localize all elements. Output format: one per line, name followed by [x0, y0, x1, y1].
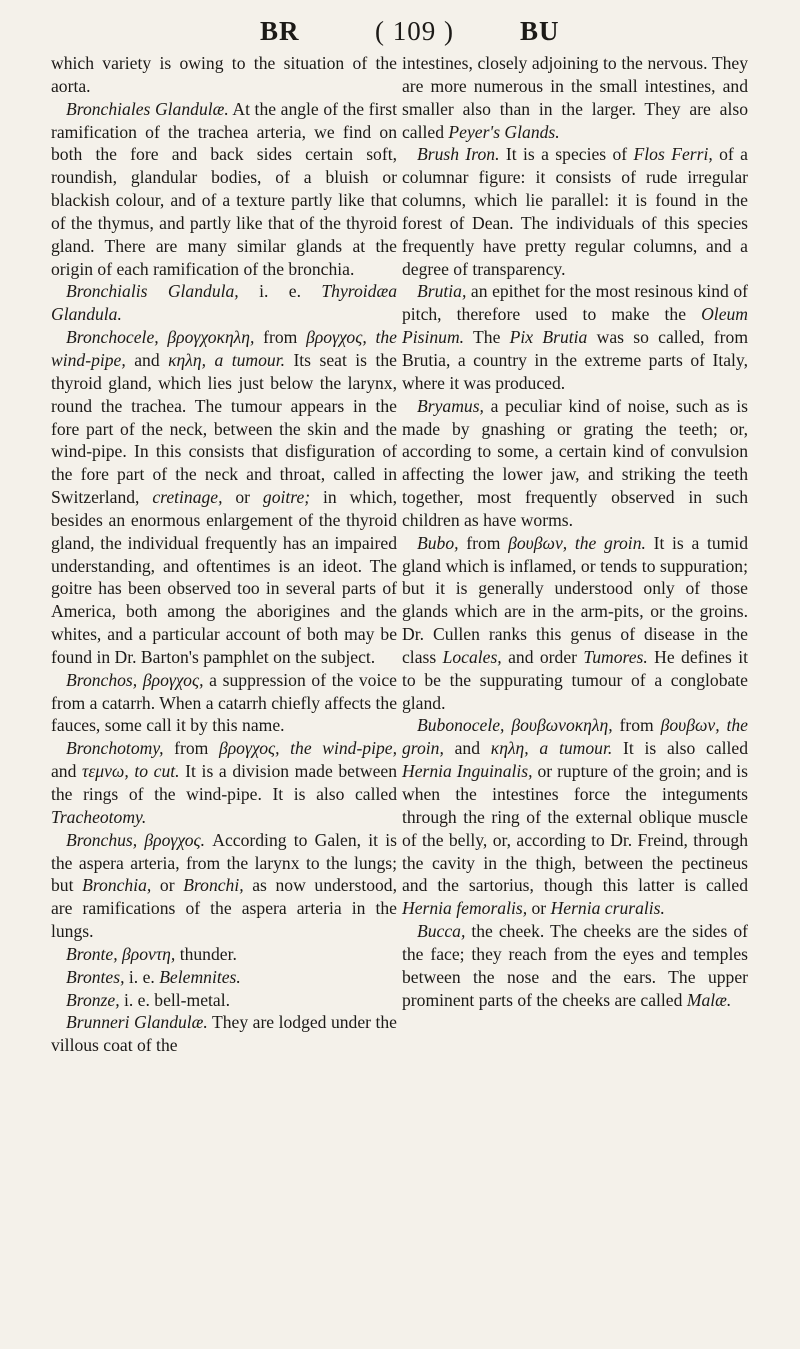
- entry-bronchus: Bronchus, βρογχος. According to Galen, it is the aspera arteria, from the larynx to the lungs; but Bronchia, or Bronchi, as now understood, are ramifications of the aspera arteria in the lungs.: [51, 829, 397, 942]
- left-column: [51, 52, 397, 1057]
- header-left-guide: BR: [260, 16, 300, 46]
- entry-bronze: Bronze, i. e. bell-metal.: [66, 989, 231, 1010]
- header-right-guide: BU: [520, 16, 560, 46]
- entry-brunneri-glandulae: Brunneri Glandulæ. They are lodged under the villous coat of the: [51, 1012, 397, 1056]
- entry-bucca: Bucca, the cheek. The cheeks are the sides of the face; they reach from the eyes and temples between the nose and the ears. The upper prominent parts of the cheeks are called Malæ.: [402, 921, 748, 1010]
- running-header: [0, 8, 800, 48]
- entry-bronte: Bronte, βροντη, thunder.: [66, 943, 237, 964]
- entry-bubo: Bubo, from βουβων, the groin. It is a tumid gland which is inflamed, or tends to suppuration; but it is generally understood only of those glands which are in the arm-pits, or the groins. Dr. Cullen ranks this genus of disease in the class Locales, and order Tumores. He defines it to be the suppurating tumour of a conglobate gland.: [402, 532, 748, 713]
- entry-brush-iron: Brush Iron. It is a species of Flos Ferri, of a columnar figure: it consists of rude irregular columns, which lie parallel: it is found in the forest of Dean. The individuals of this species frequently have pretty regular columns, and a degree of transparency.: [402, 144, 748, 279]
- entry-continuation-right: intestines, closely adjoining to the nervous. They are more numerous in the small intestines, and smaller also than in the larger. They are also called Peyer's Glands.: [402, 53, 748, 142]
- entry-bronchialis-glandula: Bronchialis Glandula, i. e. Thyroidæa Glandula.: [51, 281, 397, 325]
- entry-bronchos: Bronchos, βρογχος, a suppression of the voice from a catarrh. When a catarrh chiefly affects the fauces, some call it by this name.: [51, 669, 397, 736]
- right-column: [402, 52, 748, 1011]
- entry-bronchocele: Bronchocele, βρογχοκηλη, from βρογχος, the wind-pipe, and κηλη, a tumour. Its seat is the thyroid gland, which lies just below the larynx, round the trachea. The tumour appears in the fore part of the neck, between the skin and the wind-pipe. In this consists that disfiguration of the fore part of the neck and throat, called in Switzerland, cretinage, or goitre; in which, besides an enormous enlargement of the thyroid gland, the individual frequently has an impaired understanding, and oftentimes is an ideot. The goitre has been observed too in several parts of America, both among the aborigines and the whites, and a particular account of both may be found in Dr. Barton's pamphlet on the subject.: [51, 327, 397, 667]
- entry-bubonocele: Bubonocele, βουβωνοκηλη, from βουβων, the groin, and κηλη, a tumour. It is also called Hernia Inguinalis, or rupture of the groin; and is when the intestines force the integuments through the ring of the external oblique muscle of the belly, or, according to Dr. Freind, through the cavity in the thigh, between the pectineus and the sartorius, though this latter is called Hernia femoralis, or Hernia cruralis.: [402, 715, 749, 919]
- entry-continuation: which variety is owing to the situation of the aorta.: [51, 53, 397, 96]
- entry-bronchotomy: Bronchotomy, from βρογχος, the wind-pipe, and τεμνω, to cut. It is a division made between the rings of the wind-pipe. It is also called Tracheotomy.: [51, 738, 398, 827]
- entry-bryamus: Bryamus, a peculiar kind of noise, such as is made by gnashing or grating the teeth; or, according to some, a certain kind of convulsion affecting the lower jaw, and striking the teeth together, most frequently observed in such children as have worms.: [402, 395, 748, 530]
- page-number: ( 109 ): [375, 16, 454, 46]
- entry-brutia: Brutia, an epithet for the most resinous kind of pitch, therefore used to make the Oleum Pisinum. The Pix Brutia was so called, from Brutia, a country in the extreme parts of Italy, where it was produced.: [402, 281, 749, 393]
- entry-brontes: Brontes, i. e. Belemnites.: [66, 966, 241, 987]
- entry-bronchiales-glandulae: Bronchiales Glandulæ. At the angle of the first ramification of the trachea arteria, we find on both the fore and back sides certain soft, roundish, glandular bodies, of a bluish or blackish colour, and of a texture partly like that of the thymus, and partly like that of the thyroid gland. There are many similar glands at the origin of each ramification of the bronchia.: [51, 98, 397, 279]
